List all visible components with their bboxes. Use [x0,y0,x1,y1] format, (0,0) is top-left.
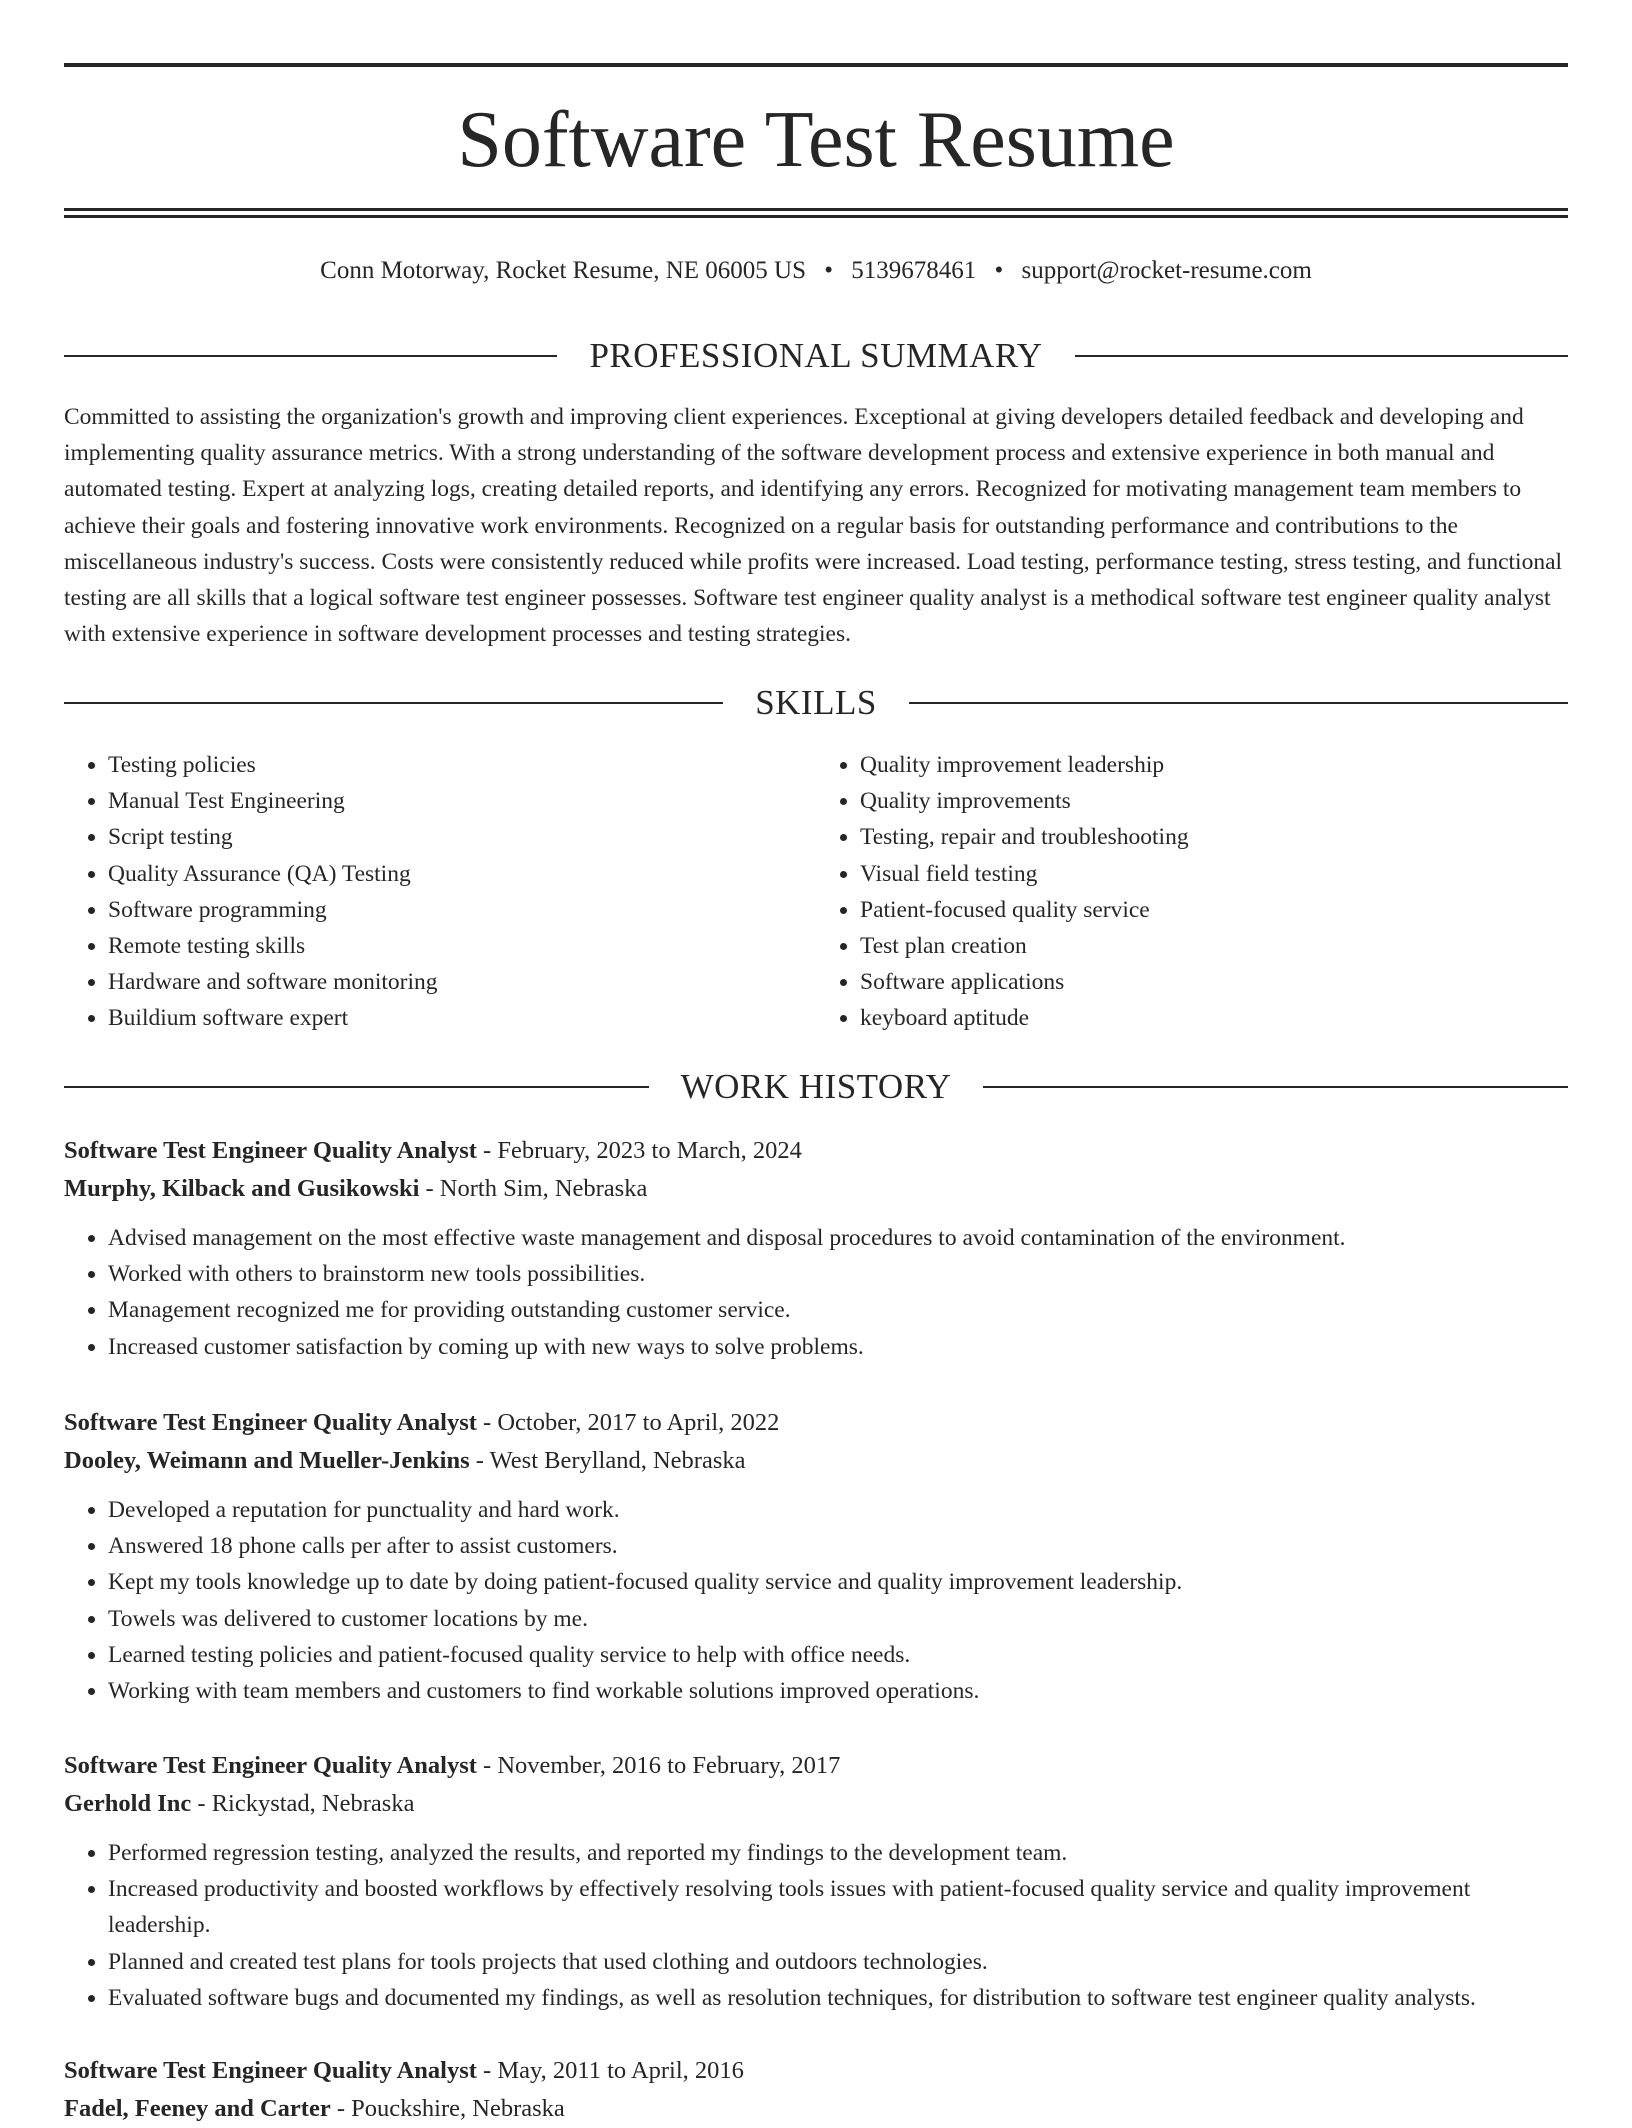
heading-rule [983,1086,1568,1088]
heading-rule [64,702,723,704]
summary-text: Committed to assisting the organization's growth and improving client experiences. Exceptional at giving developers detailed feedback and developing and implementing quality assurance metrics. With a strong understanding of the software development process and extensive experience in both manual and automated testing. Expert at analyzing logs, creating detailed reports, and identifying any errors. Recognized for motivating management team members to achieve their goals and fostering innovative work environments. Recognized on a regular basis for outstanding performance and contributions to the miscellaneous industry's success. Costs were consistently reduced while profits were increased. Load testing, performance testing, stress testing, and functional testing are all skills that a logical software test engineer possesses. Software test engineer quality analyst is a methodical software test engineer quality analyst with extensive experience in software development processes and testing strategies. [64,404,1563,648]
job-bullet: • Evaluated software bugs and documented my findings, as well as resolution techniques, for distribution to software test engineer quality analysts. [108,1980,1568,2016]
job-location: - Rickystad, Nebraska [191,1790,415,1817]
double-rule [64,208,1568,218]
skill-item: • Quality improvements [860,783,1568,819]
skills-column-left [64,747,816,1037]
skills-heading [64,681,1568,725]
skill-item: • Hardware and software monitoring [108,964,816,1000]
contact-separator: • [824,257,834,284]
job-bullet: • Management recognized me for providing outstanding customer service. [108,1292,1568,1328]
skill-item: • Buildium software expert [108,1000,816,1036]
job-company: Gerhold Inc [64,1790,192,1817]
job-entry [64,1132,1568,1365]
job-bullets [64,1492,1568,1709]
skill-item: • Quality improvement leadership [860,747,1568,783]
skill-item: • Quality Assurance (QA) Testing [108,856,816,892]
skill-item: • Visual field testing [860,856,1568,892]
skill-item: • Manual Test Engineering [108,783,816,819]
job-dates: - October, 2017 to April, 2022 [476,1409,780,1436]
heading-rule [909,702,1568,704]
job-entry [64,1747,1568,2016]
top-rule [64,63,1568,67]
contact-separator: • [994,257,1004,284]
job-company-line [64,1170,1568,1208]
skill-item: • Remote testing skills [108,928,816,964]
skill-item: • keyboard aptitude [860,1000,1568,1036]
job-bullet: • Kept my tools knowledge up to date by doing patient-focused quality service and quality improvement leadership. [108,1564,1568,1600]
job-bullets [64,1835,1568,2016]
heading-rule [64,1086,649,1088]
skill-item: • Testing, repair and troubleshooting [860,819,1568,855]
job-bullet: • Increased productivity and boosted workflows by effectively resolving tools issues with patient-focused quality service and quality improvement leadership. [108,1871,1568,1943]
contact-phone: 5139678461 [851,257,977,284]
skills-list [64,747,1568,1037]
contact-line [64,253,1568,289]
job-bullet: • Worked with others to brainstorm new tools possibilities. [108,1256,1568,1292]
job-bullet: • Increased customer satisfaction by coming up with new ways to solve problems. [108,1329,1568,1365]
job-company-line [64,2090,1568,2128]
job-bullet: • Planned and created test plans for tools projects that used clothing and outdoors technologies. [108,1944,1568,1980]
job-dates: - May, 2011 to April, 2016 [476,2057,744,2084]
job-title: Software Test Engineer Quality Analyst [64,2057,477,2084]
job-bullets [64,1220,1568,1365]
job-title: Software Test Engineer Quality Analyst [64,1409,477,1436]
job-bullet: • Learned testing policies and patient-focused quality service to help with office needs. [108,1637,1568,1673]
job-location: - West Berylland, Nebraska [469,1447,746,1474]
job-dates: - November, 2016 to February, 2017 [476,1752,841,1779]
job-bullet: • Answered 18 phone calls per after to assist customers. [108,1528,1568,1564]
job-company: Fadel, Feeney and Carter [64,2095,331,2122]
skill-item: • Patient-focused quality service [860,892,1568,928]
resume-title: Software Test Resume [457,96,1175,184]
job-bullet: • Developed a reputation for punctuality and hard work. [108,1492,1568,1528]
job-location: - Pouckshire, Nebraska [330,2095,565,2122]
skill-item: • Test plan creation [860,928,1568,964]
job-bullet: • Working with team members and customers to find workable solutions improved operations. [108,1673,1568,1709]
work-heading [64,1065,1568,1109]
skill-item: • Software applications [860,964,1568,1000]
summary-heading-text: PROFESSIONAL SUMMARY [589,336,1043,375]
skill-item: • Script testing [108,819,816,855]
job-bullet: • Towels was delivered to customer locations by me. [108,1601,1568,1637]
contact-email: support@rocket-resume.com [1021,257,1312,284]
contact-address: Conn Motorway, Rocket Resume, NE 06005 US [320,257,806,284]
skills-column-right [816,747,1568,1037]
job-title-line [64,1747,1568,1785]
job-title-line [64,1404,1568,1442]
job-title: Software Test Engineer Quality Analyst [64,1137,477,1164]
job-title-line [64,2052,1568,2090]
job-title: Software Test Engineer Quality Analyst [64,1752,477,1779]
job-company-line [64,1442,1568,1480]
job-company: Murphy, Kilback and Gusikowski [64,1175,420,1202]
heading-rule [1075,355,1568,357]
job-title-line [64,1132,1568,1170]
job-company-line [64,1785,1568,1823]
job-entry [64,2052,1568,2128]
skills-heading-text: SKILLS [755,683,877,722]
job-company: Dooley, Weimann and Mueller-Jenkins [64,1447,470,1474]
heading-rule [64,355,557,357]
job-dates: - February, 2023 to March, 2024 [476,1137,802,1164]
job-bullet: • Performed regression testing, analyzed the results, and reported my findings to the development team. [108,1835,1568,1871]
skill-item: • Testing policies [108,747,816,783]
skill-item: • Software programming [108,892,816,928]
job-entry [64,1404,1568,1709]
job-bullet: • Advised management on the most effective waste management and disposal procedures to avoid contamination of the environment. [108,1220,1568,1256]
summary-heading [64,334,1568,378]
job-location: - North Sim, Nebraska [419,1175,648,1202]
work-heading-text: WORK HISTORY [680,1067,952,1106]
